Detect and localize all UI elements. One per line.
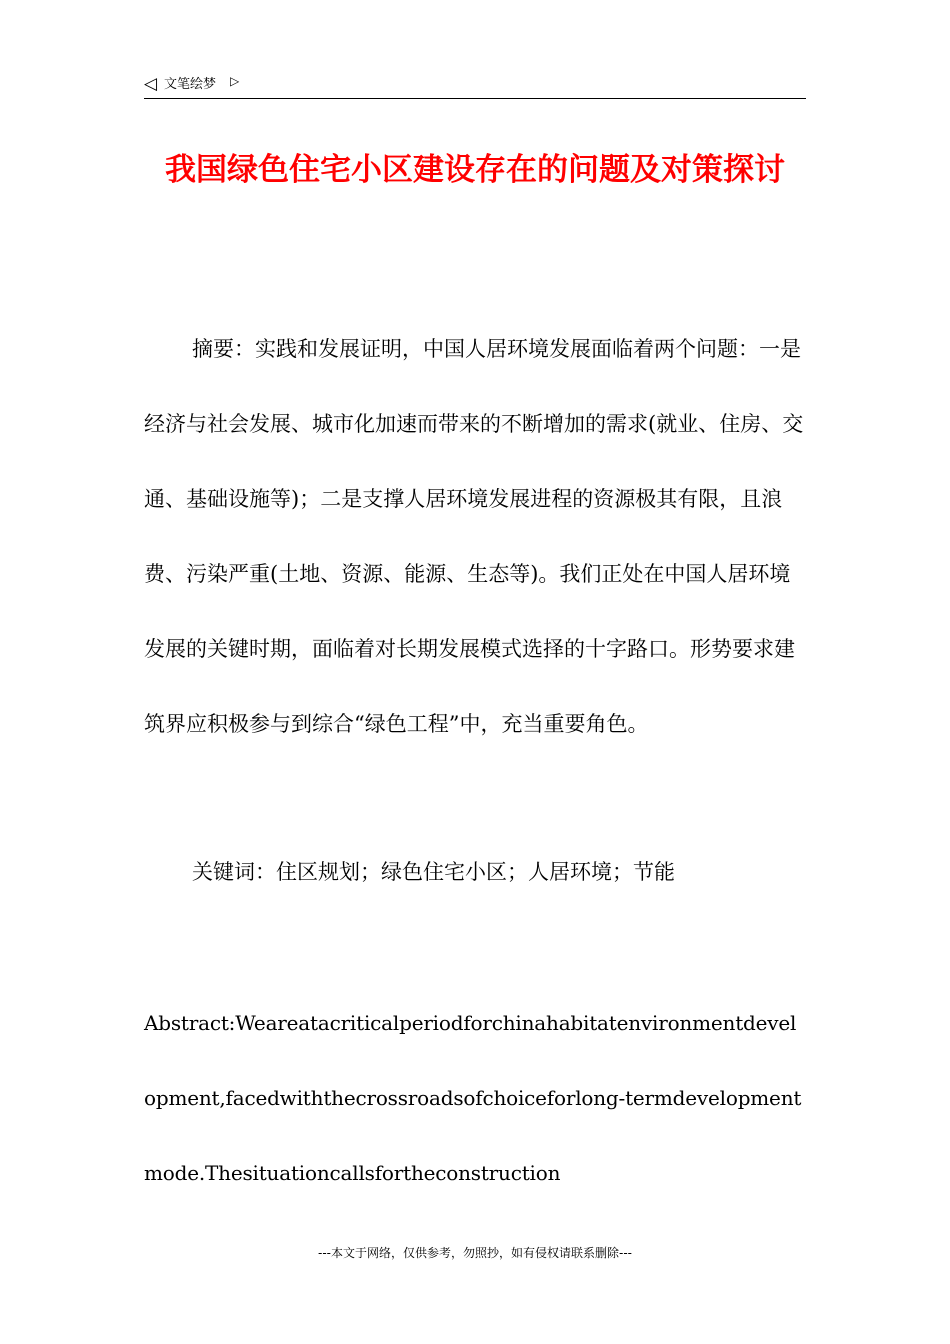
page-header xyxy=(144,70,806,99)
chinese-abstract: 摘要：实践和发展证明，中国人居环境发展面临着两个问题：一是经济与社会发展、城市化加速而带来的不断增加的需求(就业、住房、交通、基础设施等)；二是支撑人居环境发展进程的资源极其有限，且浪费、污染严重(土地、资源、能源、生态等)。我们正处在中国人居环境发展的关键时期，面临着对长期发展模式选择的十字路口。形势要求建筑界应积极参与到综合“绿色工程”中，充当重要角色。 xyxy=(144,337,804,736)
footer-disclaimer: ---本文于网络，仅供参考，勿照抄，如有侵权请联系删除--- xyxy=(318,1246,632,1260)
document-title: 我国绿色住宅小区建设存在的问题及对策探讨 xyxy=(165,152,785,188)
left-triangle-icon: ◁ xyxy=(144,74,158,94)
keywords: 关键词：住区规划；绿色住宅小区；人居环境；节能 xyxy=(192,860,675,884)
english-abstract: Abstract:Weareatacriticalperiodforchinahabitatenvironmentdevelopment,facedwiththecrossroadsofchoiceforlong-termdevelopmentmode.Thesituationcallsfortheconstruction xyxy=(144,1011,802,1185)
brand-label: 文笔绘梦 xyxy=(164,77,217,92)
right-triangle-icon: ▷ xyxy=(230,74,240,88)
